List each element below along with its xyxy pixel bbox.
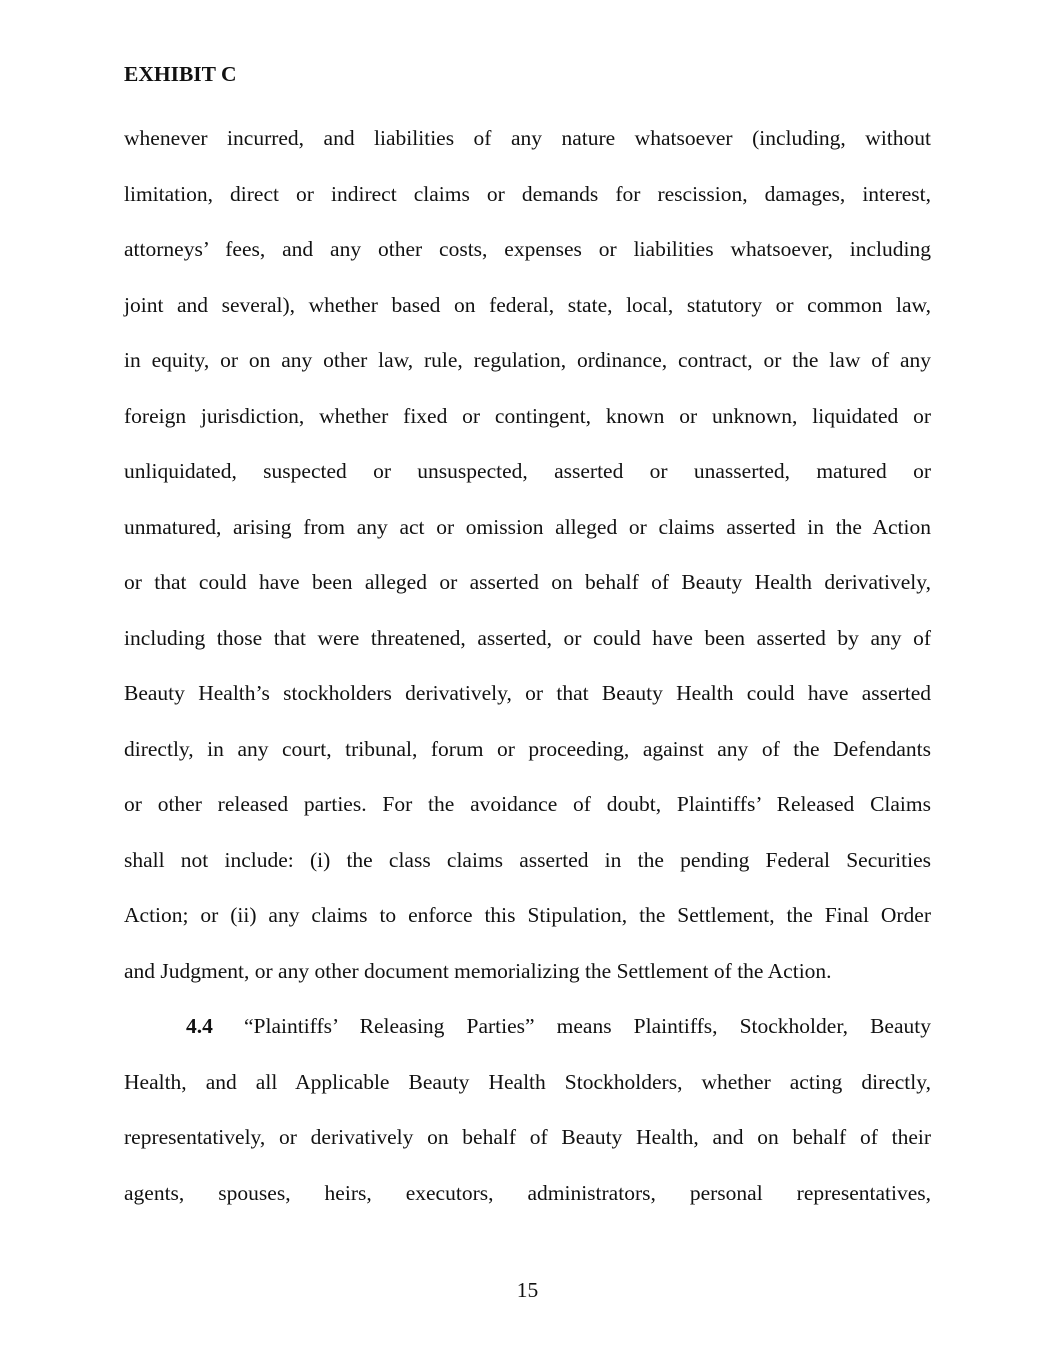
exhibit-heading: EXHIBIT C xyxy=(124,62,237,86)
document-body xyxy=(124,111,931,1221)
text-line: unmatured, arising from any act or omission alleged or claims asserted in the Action xyxy=(124,514,931,539)
text-line: unliquidated, suspected or unsuspected, asserted or unasserted, matured or xyxy=(124,459,931,483)
section-4-4-first-line xyxy=(124,999,931,1055)
text-line: or other released parties. For the avoidance of doubt, Plaintiffs’ Released Claims xyxy=(124,792,931,816)
text-line: in equity, or on any other law, rule, regulation, ordinance, contract, or the law of any xyxy=(124,348,931,372)
page-number: 15 xyxy=(516,1278,539,1302)
text-line: representatively, or derivatively on behalf of Beauty Health, and on behalf of their xyxy=(124,1125,931,1149)
text-line: shall not include: (i) the class claims asserted in the pending Federal Securities xyxy=(124,847,931,872)
text-line: including those that were threatened, asserted, or could have been asserted by any of xyxy=(124,625,931,650)
text-line: limitation, direct or indirect claims or demands for rescission, damages, interest, xyxy=(124,181,931,206)
text-line: Health, and all Applicable Beauty Health Stockholders, whether acting directly, xyxy=(124,1069,931,1094)
text-line: whenever incurred, and liabilities of any nature whatsoever (including, without xyxy=(124,126,931,150)
text-line: or that could have been alleged or asserted on behalf of Beauty Health derivatively, xyxy=(124,570,931,594)
text-line: foreign jurisdiction, whether fixed or contingent, known or unknown, liquidated or xyxy=(124,403,931,428)
text-line: agents, spouses, heirs, executors, administrators, personal representatives, xyxy=(124,1180,931,1205)
text-line: directly, in any court, tribunal, forum or proceeding, against any of the Defendants xyxy=(124,736,931,761)
text-line: attorneys’ fees, and any other costs, expenses or liabilities whatsoever, including xyxy=(124,237,931,261)
text-line: Action; or (ii) any claims to enforce this Stipulation, the Settlement, the Final Order xyxy=(124,903,931,927)
section-number: 4.4 xyxy=(186,1014,213,1038)
text-line: and Judgment, or any other document memorializing the Settlement of the Action. xyxy=(124,958,832,983)
section-text: “Plaintiffs’ Releasing Parties” means Plaintiffs, Stockholder, Beauty xyxy=(244,1014,931,1038)
text-line: joint and several), whether based on federal, state, local, statutory or common law, xyxy=(124,292,931,317)
text-line: Beauty Health’s stockholders derivatively, or that Beauty Health could have asserted xyxy=(124,681,931,705)
